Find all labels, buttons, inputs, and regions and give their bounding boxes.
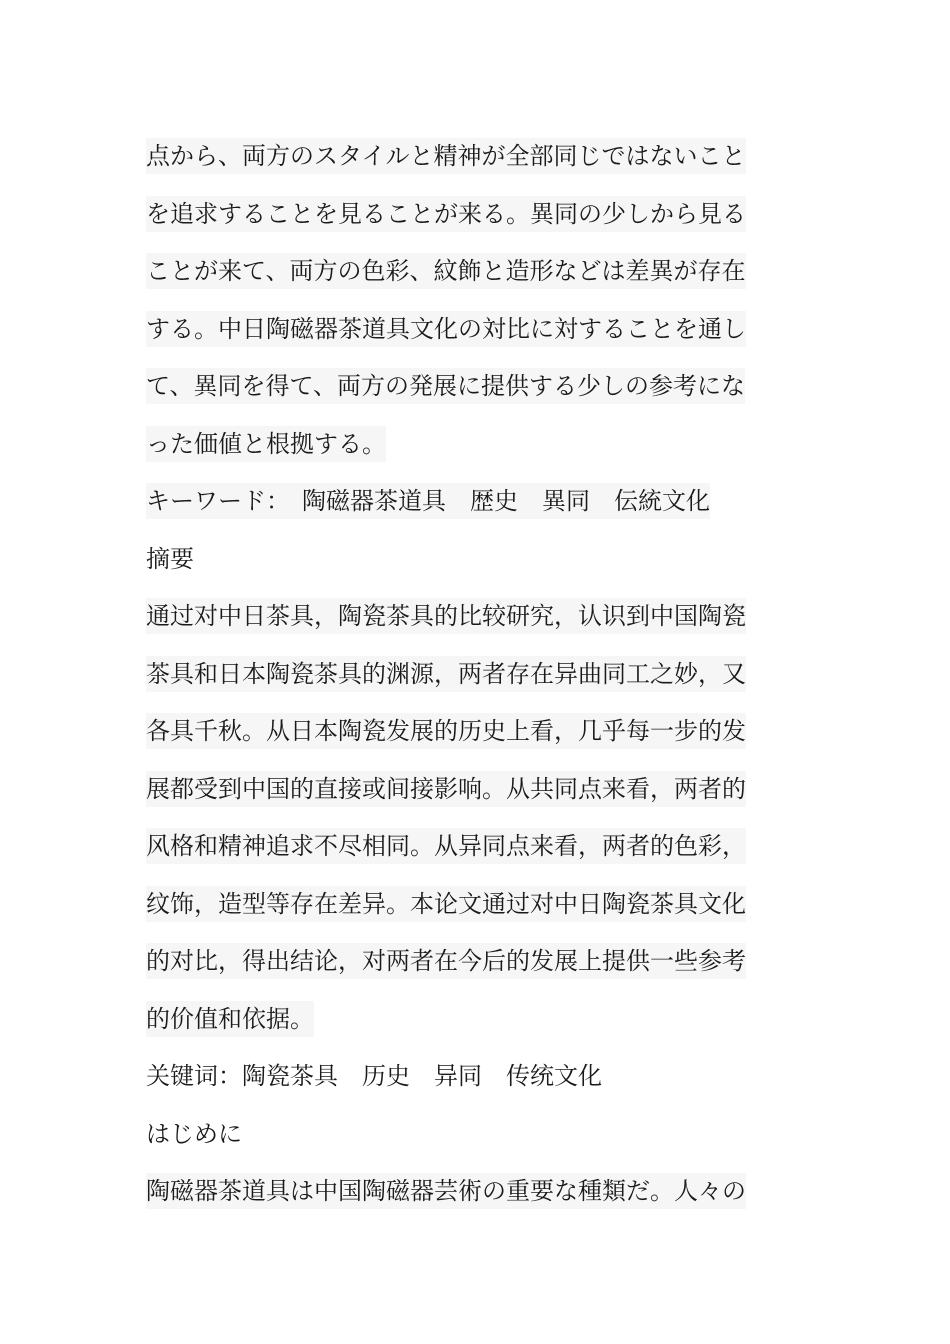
keywords-ja: キーワード： 陶磁器茶道具 歴史 異同 伝統文化	[146, 473, 786, 531]
keywords-zh: 关键词：陶瓷茶具 历史 异同 传统文化	[146, 1062, 602, 1090]
document-page	[146, 128, 786, 1221]
intro-heading: はじめに	[146, 1119, 242, 1148]
abstract-zh-line: 各具千秋。从日本陶瓷发展的历史上看，几乎每一步的发	[146, 703, 786, 761]
abstract-ja-line: った価値と根拠する。	[146, 416, 786, 474]
abstract-ja-line: を追求することを見ることが来る。異同の少しから見る	[146, 186, 786, 244]
abstract-zh-line: 风格和精神追求不尽相同。从异同点来看，两者的色彩，	[146, 818, 786, 876]
abstract-ja-line: する。中日陶磁器茶道具文化の対比に対することを通し	[146, 301, 786, 359]
abstract-ja-line: て、異同を得て、両方の発展に提供する少しの参考にな	[146, 358, 786, 416]
abstract-ja-line: ことが来て、両方の色彩、紋飾と造形などは差異が存在	[146, 243, 786, 301]
abstract-ja-line: 点から、両方のスタイルと精神が全部同じではないこと	[146, 128, 786, 186]
abstract-zh-line: 的价值和依据。	[146, 991, 786, 1049]
abstract-zh-line: 通过对中日茶具，陶瓷茶具的比较研究，认识到中国陶瓷	[146, 588, 786, 646]
intro-line: 陶磁器茶道具は中国陶磁器芸術の重要な種類だ。人々の	[146, 1163, 786, 1221]
abstract-zh-heading: 摘要	[146, 544, 194, 573]
abstract-zh-line: 纹饰，造型等存在差异。本论文通过对中日陶瓷茶具文化	[146, 876, 786, 934]
abstract-zh-line: 茶具和日本陶瓷茶具的渊源，两者存在异曲同工之妙，又	[146, 646, 786, 704]
abstract-zh-line: 的对比，得出结论，对两者在今后的发展上提供一些参考	[146, 933, 786, 991]
abstract-zh-line: 展都受到中国的直接或间接影响。从共同点来看，两者的	[146, 761, 786, 819]
